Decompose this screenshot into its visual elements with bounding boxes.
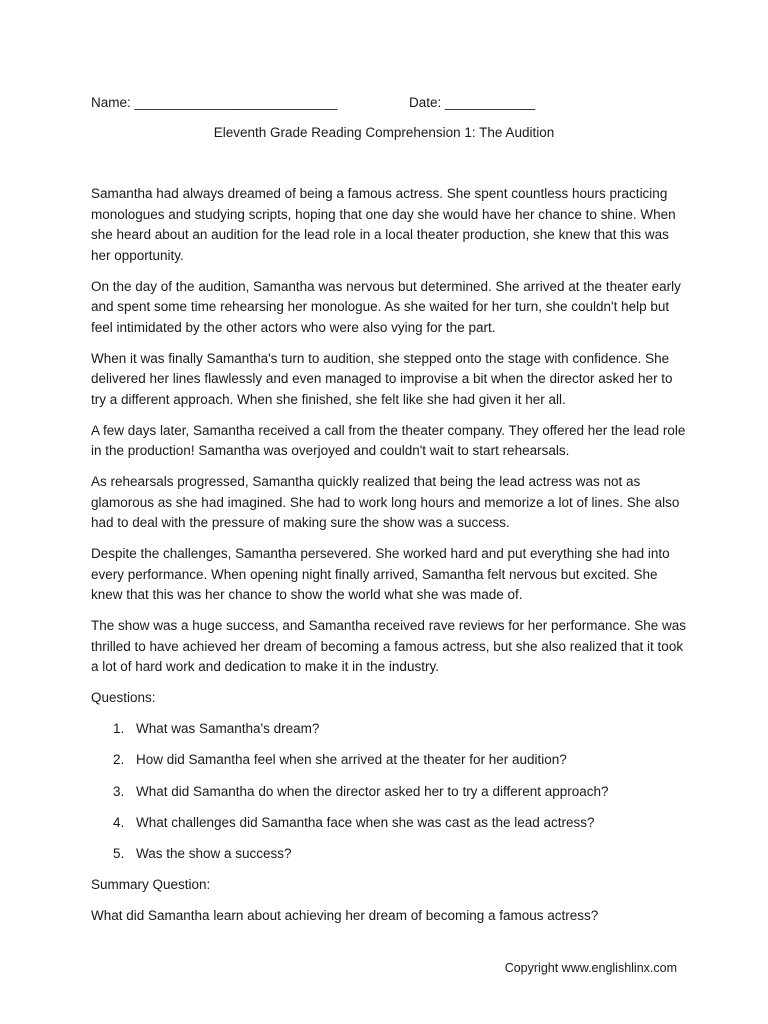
copyright-notice: Copyright www.englishlinx.com: [504, 961, 677, 975]
question-item: [91, 813, 691, 834]
question-number: 5.: [113, 846, 125, 862]
question-number: 2.: [113, 752, 125, 768]
question-text: What did Samantha do when the director asked her to try a different approach?: [136, 783, 609, 799]
story-paragraph: As rehearsals progressed, Samantha quickly realized that being the lead actress was not as glamorous as she had imagined. She had to work long hours and memorize a lot of lines. She also had to deal with the pressure of making sure the show was a success.: [91, 474, 680, 530]
date-field: Date: ____________: [409, 95, 536, 110]
question-number: 4.: [113, 814, 125, 830]
question-text: What challenges did Samantha face when she was cast as the lead actress?: [136, 814, 595, 830]
question-text: What was Samantha's dream?: [136, 721, 320, 736]
summary-question: What did Samantha learn about achieving her dream of becoming a famous actress?: [91, 908, 599, 924]
worksheet-header: [91, 93, 691, 113]
story-paragraph: On the day of the audition, Samantha was nervous but determined. She arrived at the theater early and spent some time rehearsing her monologue. As she waited for her turn, she couldn't help but feel intimidated by the other actors who were also vying for the part.: [91, 278, 681, 335]
question-number: 1.: [113, 721, 125, 736]
story-paragraph: When it was finally Samantha's turn to audition, she stepped onto the stage with confidence. She delivered her lines flawlessly and even managed to improvise a bit when the director asked her to try a different approach. When she finished, she felt like she had given it her all.: [91, 350, 673, 407]
story-paragraph: The show was a huge success, and Samantha received rave reviews for her performance. She was thrilled to have achieved her dream of becoming a famous actress, but she also realized that it took a lot of hard work and dedication to make it in the industry.: [91, 618, 687, 674]
question-item: [91, 719, 691, 740]
question-number: 3.: [113, 783, 125, 799]
question-text: How did Samantha feel when she arrived at the theater for her audition?: [136, 752, 567, 768]
story-paragraph: Samantha had always dreamed of being a famous actress. She spent countless hours practicing monologues and studying scripts, hoping that one day she would have her chance to shine. When she heard about an audition for the lead role in a local theater production, she knew that this was her opportunity.: [91, 186, 676, 263]
summary-heading: Summary Question:: [91, 877, 211, 893]
question-item: [91, 782, 691, 803]
name-field: Name: ___________________________: [91, 95, 338, 110]
story-paragraph: A few days later, Samantha received a call from the theater company. They offered her the lead role in the production! Samantha was overjoyed and couldn't wait to start rehearsals.: [91, 422, 686, 458]
questions-list: [91, 719, 691, 865]
question-text: Was the show a success?: [136, 846, 292, 862]
question-item: [91, 750, 691, 771]
worksheet-content: [91, 184, 691, 937]
question-item: [91, 844, 691, 865]
questions-heading: Questions:: [91, 690, 156, 705]
story-paragraph: Despite the challenges, Samantha persevered. She worked hard and put everything she had into every performance. When opening night finally arrived, Samantha felt nervous but excited. She knew that this was her chance to show the world what she was made of.: [91, 546, 670, 602]
worksheet-title: Eleventh Grade Reading Comprehension 1: The Audition: [213, 125, 555, 140]
